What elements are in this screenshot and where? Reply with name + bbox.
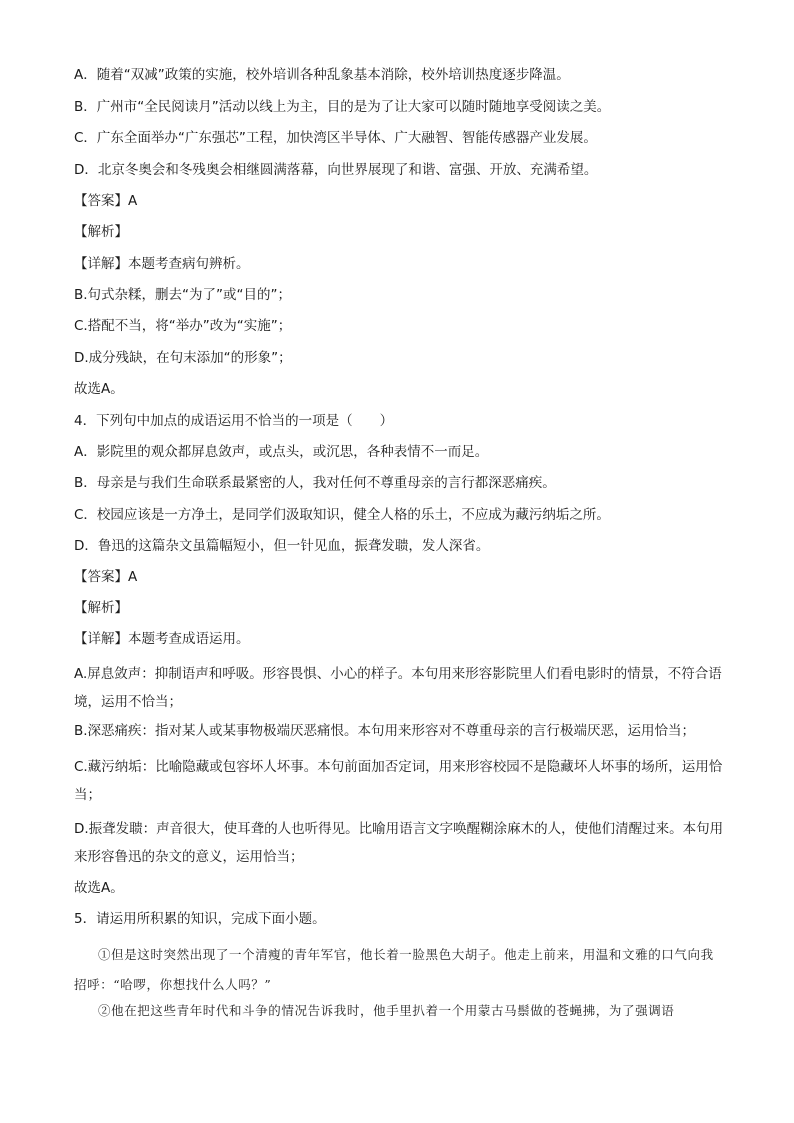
q3-option-b: B．广州市“全民阅读月”活动以线上为主，目的是为了让大家可以随时随地享受阅读之美。 (74, 99, 611, 115)
q4-option-a: A．影院里的观众都屏息敛声，或点头，或沉思，各种表情不一而足。 (74, 444, 489, 460)
q4-option-d: D．鲁迅的这篇杂文虽篇幅短小，但一针见血，振聋发聩，发人深省。 (74, 538, 490, 554)
q3-option-d: D．北京冬奥会和冬残奥会相继圆满落幕，向世界展现了和谐、富强、开放、充满希望。 (74, 162, 598, 178)
q5-passage-paragraph-1: ①但是这时突然出现了一个清瘦的青年军官，他长着一脸黑色大胡子。他走上前来，用温和文雅的口气向我招呼：“哈啰，你想找什么人吗？” (74, 947, 714, 992)
q4-detail: 【详解】本题考查成语运用。 (74, 631, 250, 647)
q4-explanation-d: D.振聋发聩：声音很大，使耳聋的人也听得见。比喻用语言文字唤醒糊涂麻木的人，使他们清醒过来。本句用来形容鲁迅的杂文的意义，运用恰当； (74, 821, 724, 865)
q3-option-a: A．随着“双减”政策的实施，校外培训各种乱象基本消除，校外培训热度逐步降温。 (74, 67, 570, 83)
q4-analysis-label: 【解析】 (74, 600, 128, 616)
q4-stem: 4．下列句中加点的成语运用不恰当的一项是（ ） (74, 413, 394, 429)
q3-detail: 【详解】本题考查病句辨析。 (74, 256, 250, 272)
q4-option-c: C．校园应该是一方净土，是同学们汲取知识，健全人格的乐土，不应成为藏污纳垢之所。 (74, 507, 610, 523)
q4-conclusion: 故选A。 (74, 880, 124, 896)
q3-analysis-label: 【解析】 (74, 224, 128, 240)
q3-explanation-b: B.句式杂糅，删去“为了”或“目的”； (74, 287, 292, 303)
q3-explanation-d: D.成分残缺，在句末添加“的形象”； (74, 350, 292, 366)
q5-stem: 5．请运用所积累的知识，完成下面小题。 (74, 911, 326, 927)
q4-explanation-b: B.深恶痛疾：指对某人或某事物极端厌恶痛恨。本句用来形容对不尊重母亲的言行极端厌恶，运用恰当； (74, 723, 696, 739)
q3-answer: 【答案】A (74, 193, 138, 209)
q4-answer: 【答案】A (74, 569, 138, 585)
q5-passage-paragraph-2: ②他在把这些青年时代和斗争的情况告诉我时，他手里扒着一个用蒙古马鬃做的苍蝇拂，为了强调语 (98, 1003, 675, 1018)
q4-explanation-c: C.藏污纳垢：比喻隐藏或包容坏人坏事。本句前面加否定词，用来形容校园不是隐藏坏人坏事的场所，运用恰当； (74, 759, 723, 803)
q3-conclusion: 故选A。 (74, 381, 124, 397)
q4-option-b: B．母亲是与我们生命联系最紧密的人，我对任何不尊重母亲的言行都深恶痛疾。 (74, 475, 556, 491)
q3-explanation-c: C.搭配不当，将“举办”改为“实施”； (74, 318, 292, 334)
q3-option-c: C．广东全面举办“广东强芯”工程，加快湾区半导体、广大融智、智能传感器产业发展。 (74, 130, 597, 146)
q4-explanation-a: A.屏息敛声：抑制语声和呼吸。形容畏惧、小心的样子。本句用来形容影院里人们看电影时的情景，不符合语境，运用不恰当； (74, 666, 722, 710)
